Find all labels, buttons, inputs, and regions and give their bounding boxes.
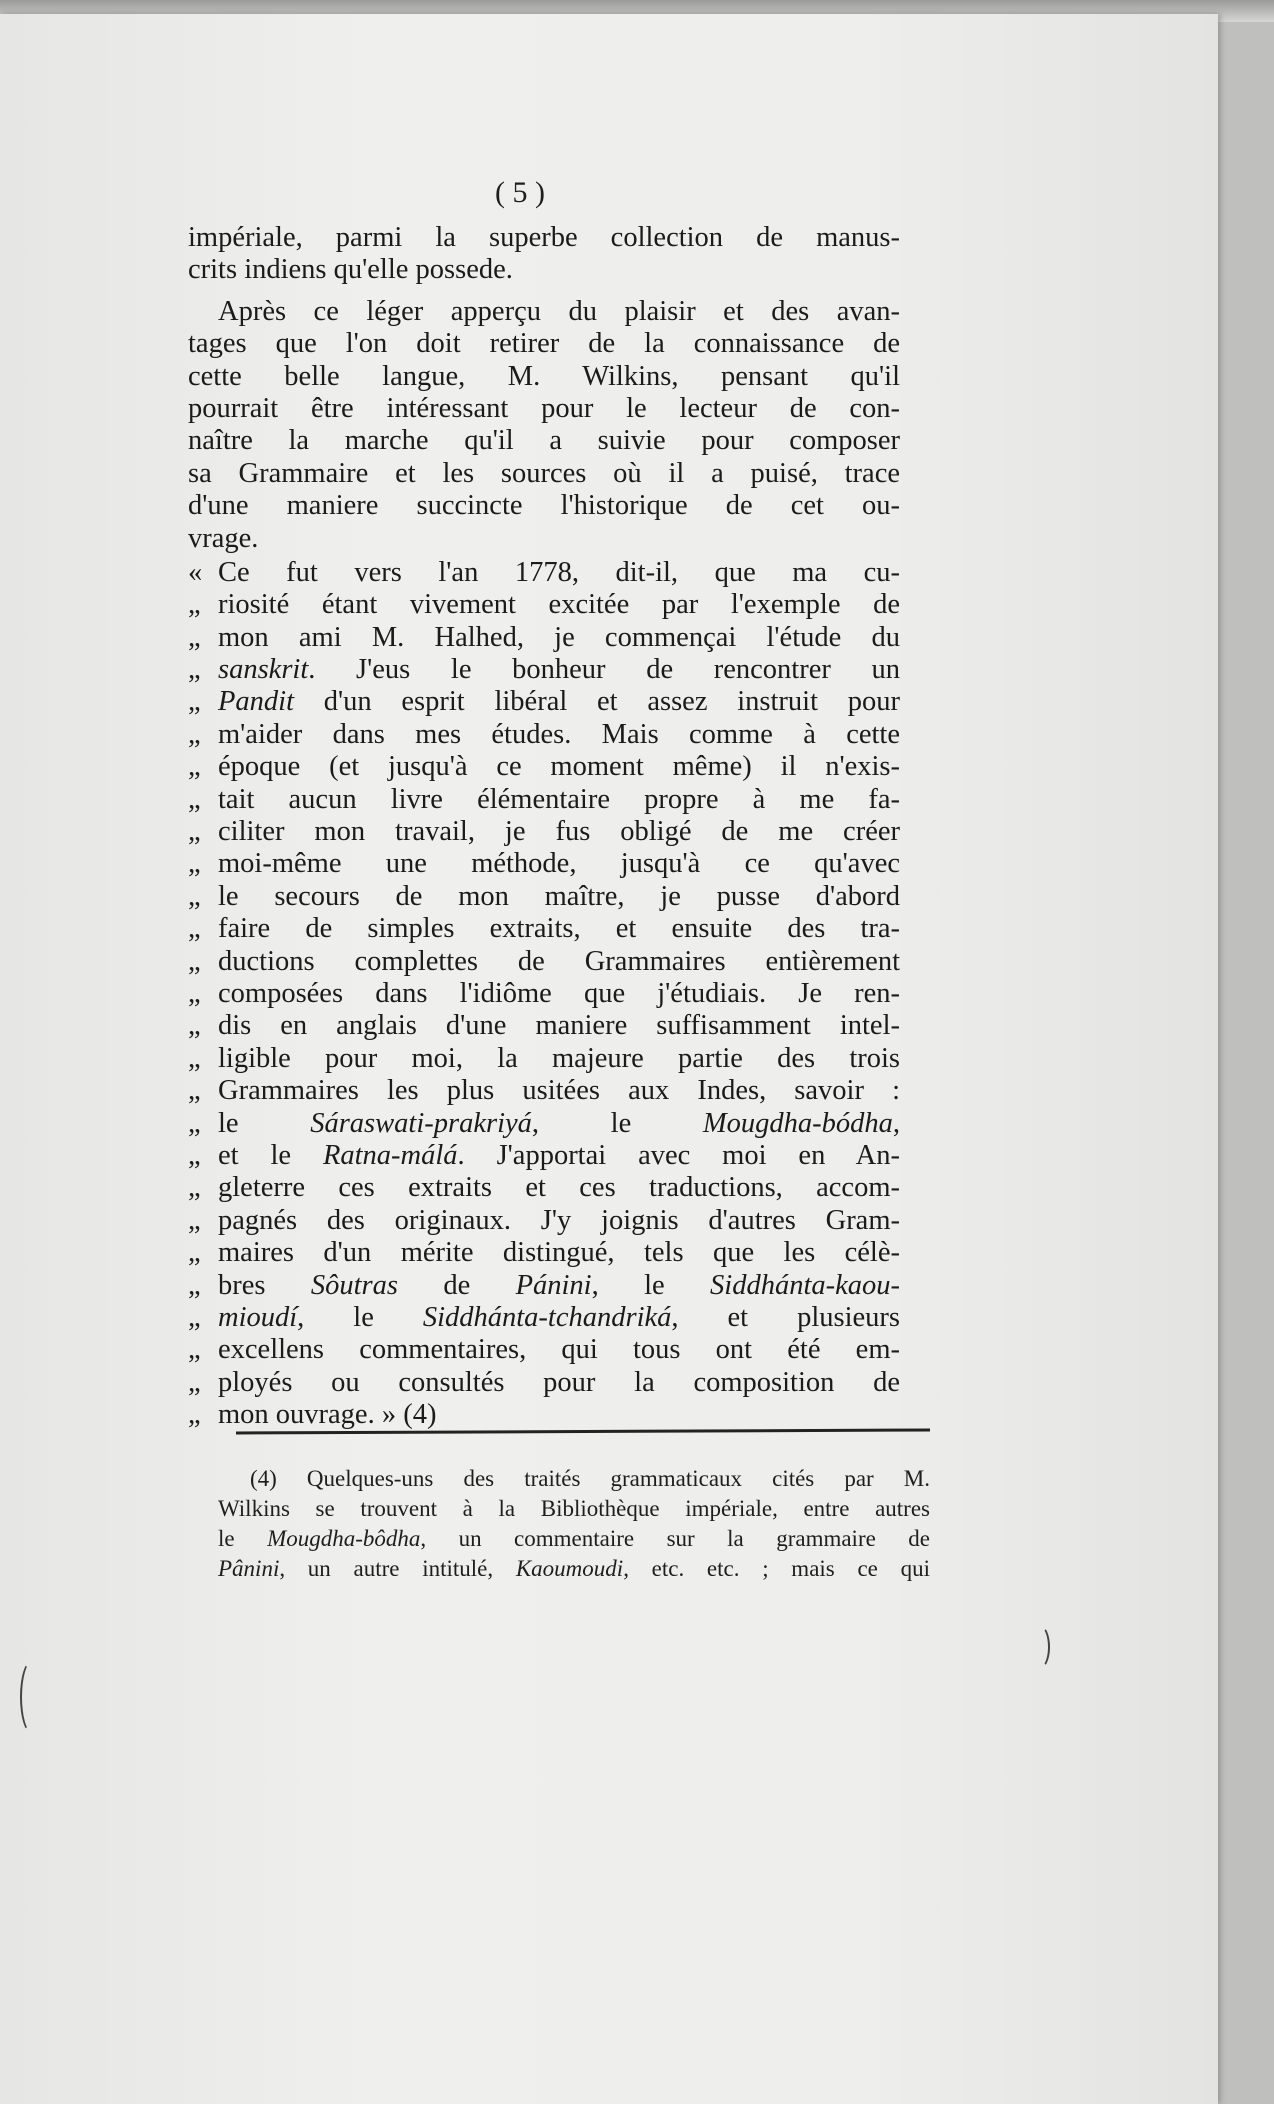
text-line <box>188 913 900 945</box>
italic-text: sanskrit <box>218 654 309 686</box>
text-segment: ductions complettes de Grammaires entièrement <box>218 945 900 977</box>
text-line <box>188 654 900 686</box>
quote-mark: „ <box>188 654 201 686</box>
italic-text: Sôutras <box>310 1269 398 1301</box>
italic-text: Pánini <box>515 1269 592 1301</box>
text-segment: dis en anglais d'une maniere suffisamment intel- <box>218 1010 900 1042</box>
text-segment: et le <box>218 1139 323 1171</box>
margin-mark-left <box>20 1660 44 1734</box>
text-segment: Après ce léger apperçu du plaisir et des avan- <box>218 295 900 327</box>
text-segment: de <box>397 1269 516 1301</box>
text-line <box>188 946 900 978</box>
text-segment: , un autre intitulé, <box>279 1556 516 1581</box>
quote-mark: „ <box>188 880 201 912</box>
text-segment: ployés ou consultés pour la composition de <box>218 1366 900 1398</box>
text-segment: ciliter mon travail, je fus obligé de me créer <box>218 816 900 848</box>
text-segment: , le <box>297 1301 423 1333</box>
text-line <box>188 751 900 783</box>
page-number: ( 5 ) <box>495 176 545 209</box>
text-line <box>188 523 900 555</box>
quote-mark: „ <box>188 783 201 815</box>
quote-mark: „ <box>188 1366 201 1398</box>
text-line <box>188 1172 900 1204</box>
text-segment: mon ouvrage. » (4) <box>218 1399 437 1431</box>
quote-mark: „ <box>188 1334 201 1366</box>
text-line <box>188 1043 900 1075</box>
quote-mark: „ <box>188 816 201 848</box>
quote-mark: „ <box>188 848 201 880</box>
text-line <box>188 222 900 254</box>
text-line <box>188 622 900 654</box>
text-segment: pagnés des originaux. J'y joignis d'autres Gram- <box>218 1204 900 1236</box>
text-line <box>188 254 900 286</box>
quote-mark: „ <box>188 1172 201 1204</box>
text-line <box>188 296 900 328</box>
text-line <box>188 1108 900 1140</box>
text-line <box>188 490 900 522</box>
footnote <box>218 1464 930 1584</box>
italic-text: Mougdha-bôdha <box>267 1526 421 1551</box>
italic-text: Mougdha-bódha <box>702 1107 893 1139</box>
italic-text: Pânini <box>218 1556 280 1581</box>
text-segment: moi-même une méthode, jusqu'à ce qu'avec <box>218 848 900 880</box>
quote-mark: „ <box>188 1075 201 1107</box>
text-line <box>188 393 900 425</box>
margin-mark-right <box>1030 1625 1050 1669</box>
text-line <box>188 557 900 589</box>
quote-mark: „ <box>188 718 201 750</box>
italic-text: mioudí <box>218 1301 298 1333</box>
text-segment: Ce fut vers l'an 1778, dit-il, que ma cu- <box>218 556 900 588</box>
text-segment: mon ami M. Halhed, je commençai l'étude du <box>218 621 900 653</box>
italic-text: Pandit <box>218 686 294 718</box>
text-segment: ligible pour moi, la majeure partie des trois <box>218 1042 900 1074</box>
text-line <box>188 1302 900 1334</box>
italic-text: Siddhánta-kaou- <box>710 1269 901 1301</box>
text-segment: maires d'un mérite distingué, tels que les célè- <box>218 1237 900 1269</box>
quote-mark: „ <box>188 1399 201 1431</box>
quote-mark: „ <box>188 1139 201 1171</box>
text-segment: (4) Quelques-uns des traités grammaticaux cités par M. <box>250 1466 930 1491</box>
quote-mark: „ <box>188 1107 201 1139</box>
text-segment: époque (et jusqu'à ce moment même) il n'exis- <box>218 751 900 783</box>
quote-mark: „ <box>188 1010 201 1042</box>
text-line <box>188 1334 900 1366</box>
text-line <box>188 848 900 880</box>
italic-text: Sáraswati-prakriyá <box>310 1107 532 1139</box>
text-segment: sa Grammaire et les sources où il a puisé, trace <box>188 457 900 489</box>
text-line <box>218 1464 930 1494</box>
quote-mark: « <box>188 556 203 588</box>
italic-text: Kaoumoudi <box>515 1556 624 1581</box>
quote-mark: „ <box>188 751 201 783</box>
quote-mark: „ <box>188 1042 201 1074</box>
quote-mark: „ <box>188 1301 201 1333</box>
text-line <box>188 425 900 457</box>
text-segment: m'aider dans mes études. Mais comme à cette <box>218 718 900 750</box>
text-segment: d'une maniere succincte l'historique de cet ou- <box>188 490 900 522</box>
text-segment: bres <box>218 1269 311 1301</box>
text-line <box>188 458 900 490</box>
text-line <box>188 1010 900 1042</box>
text-line <box>188 784 900 816</box>
text-line <box>188 1399 900 1431</box>
text-segment: faire de simples extraits, et ensuite des tra- <box>218 913 900 945</box>
text-line <box>188 1140 900 1172</box>
text-segment: tait aucun livre élémentaire propre à me fa- <box>218 783 900 815</box>
text-segment: vrage. <box>188 522 259 554</box>
text-line <box>188 816 900 848</box>
quote-mark: „ <box>188 1204 201 1236</box>
text-line <box>188 361 900 393</box>
text-line <box>188 589 900 621</box>
italic-text: Ratna-málá <box>322 1139 458 1171</box>
text-segment: composées dans l'idiôme que j'étudiais. Je ren- <box>218 977 900 1009</box>
text-segment: le <box>218 1107 311 1139</box>
quote-mark: „ <box>188 621 201 653</box>
quote-mark: „ <box>188 1269 201 1301</box>
text-segment: , un commentaire sur la grammaire de <box>420 1526 930 1551</box>
text-segment: le secours de mon maître, je pusse d'abord <box>218 880 900 912</box>
text-segment: . J'apportai avec moi en An- <box>457 1139 900 1171</box>
text-segment: cette belle langue, M. Wilkins, pensant qu'il <box>188 360 900 392</box>
text-line <box>188 686 900 718</box>
text-line <box>188 1075 900 1107</box>
italic-text: Siddhánta-tchandriká <box>422 1301 672 1333</box>
text-segment: . J'eus le bonheur de rencontrer un <box>308 654 900 686</box>
text-segment: , le <box>531 1107 703 1139</box>
quote-mark: „ <box>188 686 201 718</box>
text-line <box>188 881 900 913</box>
text-segment: , et plusieurs <box>671 1301 900 1333</box>
text-segment: excellens commentaires, qui tous ont été em- <box>218 1334 900 1366</box>
text-segment: Grammaires les plus usitées aux Indes, savoir : <box>218 1075 900 1107</box>
text-segment: Wilkins se trouvent à la Bibliothèque impériale, entre autres <box>218 1496 930 1521</box>
text-segment: crits indiens qu'elle possede. <box>188 254 513 286</box>
text-line <box>188 328 900 360</box>
quote-mark: „ <box>188 589 201 621</box>
quote-mark: „ <box>188 977 201 1009</box>
text-line <box>188 1270 900 1302</box>
text-segment: naître la marche qu'il a suivie pour composer <box>188 425 900 457</box>
quote-mark: „ <box>188 945 201 977</box>
text-line <box>188 1237 900 1269</box>
text-segment: , <box>892 1107 900 1139</box>
text-line <box>218 1494 930 1524</box>
text-segment: riosité étant vivement excitée par l'exemple de <box>218 589 900 621</box>
text-line <box>188 1367 900 1399</box>
text-segment: tages que l'on doit retirer de la connaissance de <box>188 328 900 360</box>
text-line <box>188 1205 900 1237</box>
text-line <box>218 1554 930 1584</box>
text-line <box>188 978 900 1010</box>
text-line <box>188 719 900 751</box>
text-segment: pourrait être intéressant pour le lecteur de con- <box>188 392 900 424</box>
quote-mark: „ <box>188 1237 201 1269</box>
text-segment: gleterre ces extraits et ces traductions, accom- <box>218 1172 900 1204</box>
quote-mark: „ <box>188 913 201 945</box>
text-segment: le <box>218 1526 268 1551</box>
text-segment: impériale, parmi la superbe collection de manus- <box>188 222 900 253</box>
text-segment: , etc. etc. ; mais ce qui <box>623 1556 930 1581</box>
main-text <box>188 222 900 1431</box>
text-line <box>218 1524 930 1554</box>
text-segment: d'un esprit libéral et assez instruit pour <box>294 686 900 718</box>
text-segment: , le <box>591 1269 711 1301</box>
